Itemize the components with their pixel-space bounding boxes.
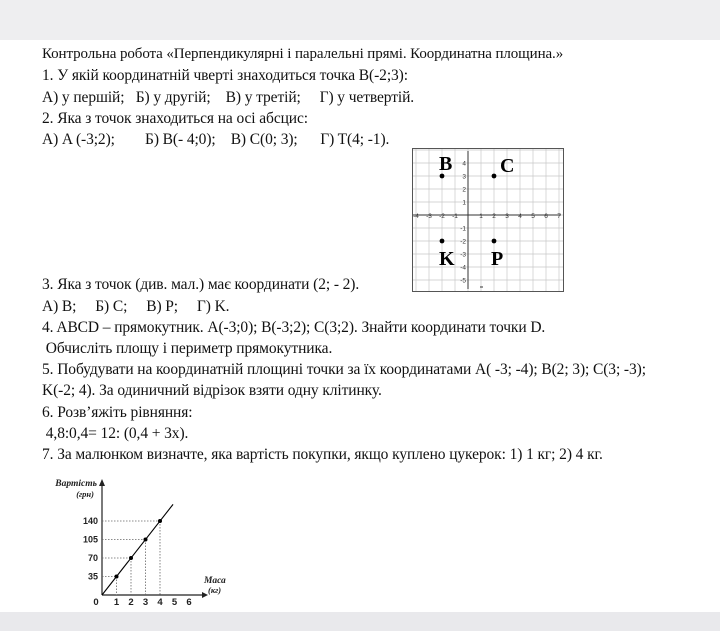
x-tick-label: 3 xyxy=(505,213,509,220)
price-mass-chart xyxy=(40,474,240,612)
question-6: 6. Розв’яжіть рівняння: xyxy=(42,404,193,421)
data-point xyxy=(115,575,119,579)
y-tick-label: 4 xyxy=(462,160,466,168)
y-axis-arrow xyxy=(99,479,105,486)
question-5: 5. Побудувати на координатній площині точки за їх координатами A( -3; -4); B(2; 3); C(3; -3); xyxy=(42,361,646,378)
data-point xyxy=(129,556,133,560)
x-tick-label: 2 xyxy=(128,597,134,608)
x-axis-label: Маса xyxy=(204,576,226,586)
x-axis-unit: (кг) xyxy=(208,585,222,595)
x-tick-label: 4 xyxy=(518,213,522,220)
y-tick-label: -1 xyxy=(460,225,466,233)
question-2-answers: А) A (-3;2); Б) B(- 4;0); В) C(0; 3); Г) T(4; -1). xyxy=(42,131,390,148)
y-axis-unit: (грн) xyxy=(76,489,94,499)
x-tick-label: 5 xyxy=(531,213,535,220)
worksheet-title: Контрольна робота «Перпендикулярні і паралельні прямі. Координатна площина.» xyxy=(42,46,564,62)
y-tick-label: 70 xyxy=(87,553,98,563)
x-tick-label: 2 xyxy=(492,213,496,220)
x-tick-label: 5 xyxy=(171,597,178,608)
x-tick-label: 7 xyxy=(557,213,561,220)
question-7: 7. За малюнком визначте, яка вартість покупки, якщо куплено цукерок: 1) 1 кг; 2) 4 кг. xyxy=(42,446,603,463)
x-tick-label: 1 xyxy=(113,597,120,608)
y-tick-label: 1 xyxy=(462,199,466,207)
question-1-answers: А) у першій; Б) у другій; В) у третій; Г) у четвертій. xyxy=(42,89,415,106)
point-label-k: K xyxy=(439,248,455,270)
x-tick-label: 4 xyxy=(157,597,163,608)
point-p xyxy=(492,239,497,244)
coordinate-plane xyxy=(413,149,563,291)
price-mass-graph xyxy=(40,474,240,612)
price-line xyxy=(102,504,173,595)
x-tick-label: 1 xyxy=(479,213,483,220)
y-tick-label: 140 xyxy=(82,516,98,526)
y-tick-label: -4 xyxy=(460,264,466,272)
x-tick-label: -3 xyxy=(426,213,432,220)
point-label-b: B xyxy=(439,153,453,175)
x-tick-label: -1 xyxy=(452,213,458,220)
x-tick-label: 0 xyxy=(93,597,99,608)
coordinate-plane-figure xyxy=(412,148,564,292)
question-5-cont: K(-2; 4). За одиничний відрізок взяти одну клітинку. xyxy=(42,382,382,399)
y-tick-label: -2 xyxy=(460,238,466,246)
y-axis-label: Вартість xyxy=(55,479,97,489)
point-label-c: C xyxy=(500,155,515,177)
y-tick-label: -3 xyxy=(460,251,466,259)
question-3-answers: А) B; Б) C; В) P; Г) K. xyxy=(42,298,230,315)
point-c xyxy=(492,174,497,179)
y-tick-label: 2 xyxy=(462,186,466,194)
y-tick-label: -5 xyxy=(460,277,466,285)
question-4-task: Обчисліть площу і периметр прямокутника. xyxy=(42,340,333,357)
data-point xyxy=(158,519,162,523)
x-tick-label: -4 xyxy=(413,213,419,220)
question-6-equation: 4,8:0,4= 12: (0,4 + 3x). xyxy=(42,425,189,442)
x-tick-label: 6 xyxy=(186,597,192,608)
data-point xyxy=(144,538,148,542)
x-tick-label: 3 xyxy=(142,597,149,608)
y-tick-label: 105 xyxy=(82,534,98,545)
question-3: 3. Яка з точок (див. мал.) має координати (2; - 2). xyxy=(42,276,360,293)
question-4: 4. ABCD – прямокутник. A(-3;0); B(-3;2); C(3;2). Знайти координати точки D. xyxy=(42,319,546,336)
x-tick-label: -2 xyxy=(439,213,445,220)
point-k xyxy=(440,239,445,244)
point-label-p: P xyxy=(491,248,504,270)
question-2: 2. Яка з точок знаходиться на осі абсцис: xyxy=(42,110,308,127)
x-tick-label: 6 xyxy=(544,213,548,220)
y-tick-label: 3 xyxy=(462,173,466,181)
y-tick-label: 35 xyxy=(87,571,98,582)
bottom-bar xyxy=(0,612,720,631)
question-1: 1. У якій координатній чверті знаходиться точка B(-2;3): xyxy=(42,67,408,84)
